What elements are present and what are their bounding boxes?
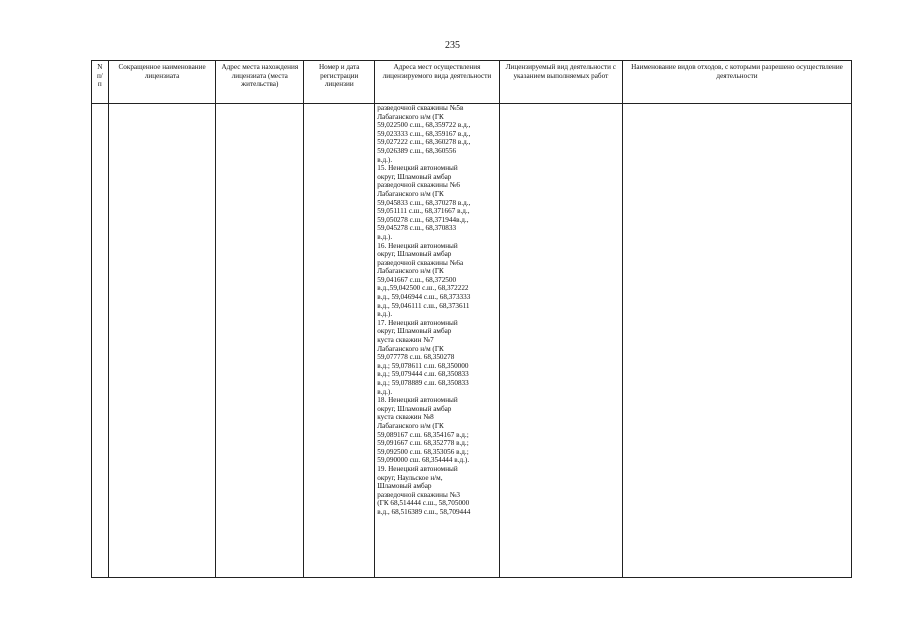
site-address-line: 59,045833 с.ш., 68,370278 в.д., [377,198,471,207]
site-address-line: 59,092500 с.ш. 68,353056 в.д.; [377,447,469,456]
site-address-line: разведочной скважины №6а [377,258,464,267]
cell-registration [304,104,375,578]
site-address-line: 17. Ненецкий автономный [377,318,458,327]
site-address-line: 59,023333 с.ш., 68,359167 в.д., [377,129,471,138]
site-address-line: 18. Ненецкий автономный [377,396,458,405]
site-address-line: округ, Шламовый амбар [377,327,452,336]
header-activity-sites: Адреса мест осуществления лицензируемого вида деятельности [375,61,499,104]
site-address-line: (ГК 68,514444 с.ш., 58,705000 [377,499,470,508]
site-address-line: 59,027222 с.ш., 68,360278 в.д., [377,138,471,147]
cell-waste-types [623,104,852,578]
header-waste-types: Наименование видов отходов, с которыми разрешено осуществление деятельности [623,61,852,104]
site-address-line: 59,022500 с.ш., 68,359722 в.д., [377,121,471,130]
site-address-line: в.д., 59,046944 с.ш., 68,373333 [377,293,471,302]
site-address-line: 59,026389 с.ш., 68,360556 [377,146,457,155]
header-number [92,61,109,104]
header-registration: Номер и дата регистрации лицензии [304,61,375,104]
site-address-line: 59,077778 с.ш. 68,350278 [377,353,455,362]
site-address-line: 19. Ненецкий автономный [377,464,458,473]
site-address-line: в.д.,59,042500 с.ш., 68,372222 [377,284,469,293]
site-address-line: Лабаганского н/м (ГК [377,344,444,353]
cell-number [92,104,109,578]
site-address-line: разведочной скважины №6 [377,181,461,190]
site-address-line: 59,041667 с.ш., 68,372500 [377,275,457,284]
cell-licensee-address [216,104,304,578]
site-address-line: 59,051111 с.ш., 68,371667 в.д., [377,207,470,216]
site-address-line: разведочной скважины №5в [377,104,464,112]
site-address-line: Лабаганского н/м (ГК [377,421,444,430]
header-number-line: п/ [96,71,103,80]
site-address-line: в.д., 59,046111 с.ш., 68,373611 [377,301,470,310]
site-address-line: в.д.; 59,079444 с.ш. 68,350833 [377,370,469,379]
site-address-line: в.д.). [377,155,393,164]
site-address-line: Шламовый амбар [377,482,432,491]
site-address-line: округ, Шламовый амбар [377,250,452,259]
site-address-line: 59,050278 с.ш., 68,371944в.д., [377,215,469,224]
site-address-line: в.д.). [377,232,393,241]
site-address-line: Лабаганского н/м (ГК [377,189,444,198]
header-number-line: п [97,80,102,89]
license-table [91,60,852,578]
table-header-row [92,61,852,104]
table-row [92,104,852,578]
site-address-line: 16. Ненецкий автономный [377,241,458,250]
page-number: 235 [445,40,460,51]
cell-activity-type [499,104,622,578]
site-address-line: куста скважин №8 [377,413,434,422]
site-address-line: в.д.; 59,078889 с.ш. 68,350833 [377,379,469,387]
site-address-line: 59,090000 сш. 68,354444 в.д.). [377,456,470,465]
site-address-line: округ, Шламовый амбар [377,404,452,413]
site-address-line: Лабаганского н/м (ГК [377,112,444,121]
site-address-line: 59,089167 с.ш. 68,354167 в.д.; [377,430,469,439]
site-address-line: в.д.). [377,387,393,396]
site-address-line: 59,091667 с.ш. 68,352778 в.д.; [377,439,469,448]
header-licensee-name: Сокращенное наименование лицензиата [108,61,216,104]
site-address-line: разведочной скважины №3 [377,490,461,499]
site-address-line: в.д., 68,516389 с.ш., 58,709444 [377,507,471,516]
cell-activity-sites [375,104,499,578]
site-address-line: округ, Шламовый амбар [377,172,452,181]
header-number-line: N [97,63,103,71]
site-address-line: куста скважин №7 [377,336,434,345]
header-activity-type: Лицензируемый вид деятельности с указанием выполняемых работ [499,61,622,104]
site-address-line: в.д.). [377,310,393,319]
site-address-line: 15. Ненецкий автономный [377,164,458,173]
site-address-line: 59,045278 с.ш., 68,370833 [377,224,457,233]
site-address-line: Лабаганского н/м (ГК [377,267,444,276]
cell-licensee-name [108,104,216,578]
header-licensee-address: Адрес места нахождения лицензиата (места жительства) [216,61,304,104]
site-address-line: округ, Наульское н/м, [377,473,443,482]
site-address-line: в.д.; 59,078611 с.ш. 68,350000 [377,361,469,370]
